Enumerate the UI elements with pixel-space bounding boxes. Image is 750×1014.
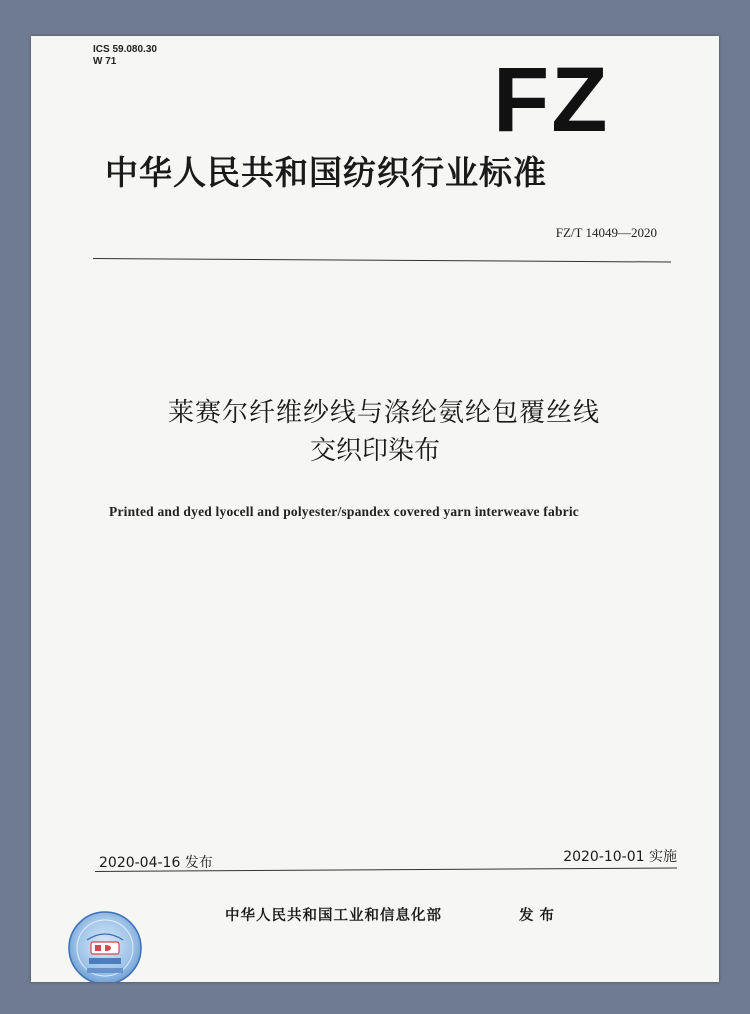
standard-cover-page: [31, 36, 719, 982]
chinese-title-line-2: 交织印染布: [309, 436, 440, 466]
chinese-title-line-1: 莱赛尔纤维纱线与涤纶氨纶包覆丝线: [167, 398, 600, 428]
issuing-authority: 中华人民共和国工业和信息化部: [225, 908, 442, 924]
issuer-action: 发布: [519, 908, 560, 924]
top-divider: [93, 258, 671, 263]
implementation-date: 2020-10-01 实施: [563, 849, 677, 865]
industry-standard-title: 中华人民共和国纺织行业标准: [105, 153, 547, 192]
fz-logo: FZ: [493, 49, 610, 151]
issue-date: 2020-04-16 发布: [99, 855, 213, 871]
chinese-title: [31, 394, 719, 470]
english-title: Printed and dyed lyocell and polyester/spandex covered yarn interweave fabric: [109, 504, 579, 519]
anti-counterfeit-seal-icon: [67, 910, 143, 982]
ics-code: ICS 59.080.30: [93, 44, 157, 55]
standard-number: FZ/T 14049—2020: [555, 225, 657, 240]
classification-codes: [93, 44, 157, 68]
ccs-code: W 71: [93, 56, 117, 67]
